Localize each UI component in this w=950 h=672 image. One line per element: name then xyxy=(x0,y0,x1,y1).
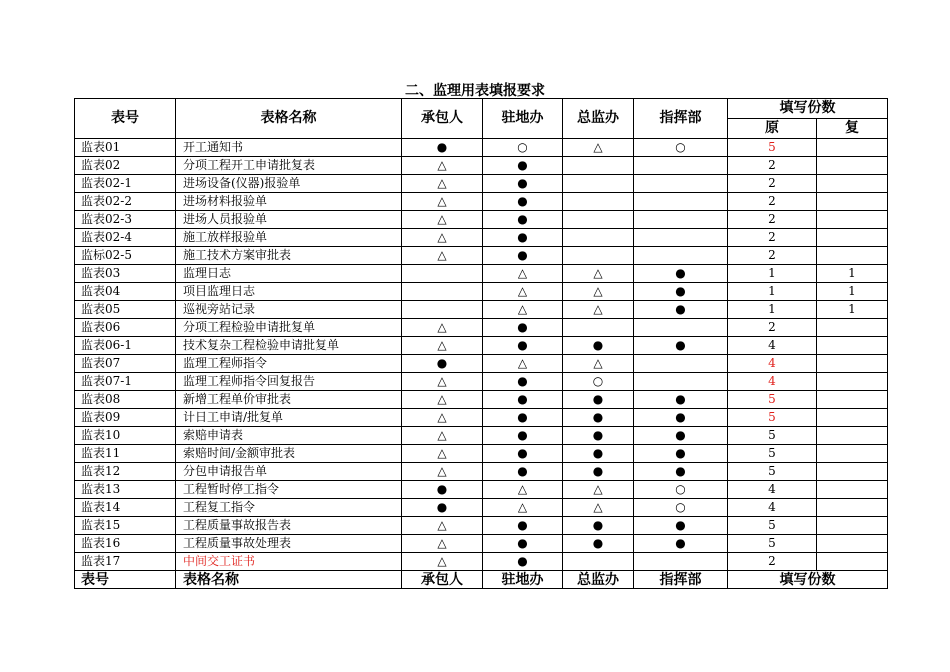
form-code: 监表02-3 xyxy=(75,211,176,229)
table-row xyxy=(75,265,888,283)
original-copies: 5 xyxy=(728,409,817,427)
original-copies: 4 xyxy=(728,373,817,391)
command-mark: ● xyxy=(634,283,728,301)
resident-office-mark: ● xyxy=(483,373,563,391)
form-code: 监表02-4 xyxy=(75,229,176,247)
table-row xyxy=(75,409,888,427)
command-mark xyxy=(634,157,728,175)
duplicate-copies xyxy=(817,139,888,157)
table-body xyxy=(75,139,888,571)
contractor-mark: △ xyxy=(402,175,483,193)
contractor-mark: △ xyxy=(402,409,483,427)
contractor-mark: △ xyxy=(402,229,483,247)
form-code: 监表10 xyxy=(75,427,176,445)
original-copies: 5 xyxy=(728,445,817,463)
form-name: 进场材料报验单 xyxy=(176,193,402,211)
table-row xyxy=(75,211,888,229)
original-copies: 2 xyxy=(728,553,817,571)
form-name: 分包申请报告单 xyxy=(176,463,402,481)
contractor-mark xyxy=(402,301,483,319)
duplicate-copies: 1 xyxy=(817,283,888,301)
header-chief-office: 总监办 xyxy=(563,99,634,139)
duplicate-copies xyxy=(817,409,888,427)
form-code: 监表12 xyxy=(75,463,176,481)
header-copies: 填写份数 xyxy=(728,99,888,119)
duplicate-copies xyxy=(817,175,888,193)
contractor-mark: △ xyxy=(402,319,483,337)
original-copies: 2 xyxy=(728,229,817,247)
contractor-mark: ● xyxy=(402,355,483,373)
original-copies: 2 xyxy=(728,211,817,229)
contractor-mark: △ xyxy=(402,391,483,409)
form-code: 监表06 xyxy=(75,319,176,337)
original-copies: 1 xyxy=(728,283,817,301)
command-mark: ● xyxy=(634,409,728,427)
form-code: 监表07 xyxy=(75,355,176,373)
command-mark: ● xyxy=(634,265,728,283)
command-mark: ○ xyxy=(634,499,728,517)
chief-office-mark: △ xyxy=(563,355,634,373)
chief-office-mark: △ xyxy=(563,481,634,499)
form-code: 监表17 xyxy=(75,553,176,571)
table-row xyxy=(75,319,888,337)
contractor-mark xyxy=(402,283,483,301)
footer-chief-office: 总监办 xyxy=(563,571,634,589)
resident-office-mark: △ xyxy=(483,355,563,373)
original-copies: 2 xyxy=(728,157,817,175)
resident-office-mark: △ xyxy=(483,265,563,283)
chief-office-mark: △ xyxy=(563,265,634,283)
contractor-mark: ● xyxy=(402,481,483,499)
command-mark: ○ xyxy=(634,139,728,157)
duplicate-copies xyxy=(817,355,888,373)
form-name: 工程复工指令 xyxy=(176,499,402,517)
table-row xyxy=(75,499,888,517)
duplicate-copies: 1 xyxy=(817,301,888,319)
table-row xyxy=(75,463,888,481)
table-row xyxy=(75,391,888,409)
resident-office-mark: △ xyxy=(483,499,563,517)
contractor-mark xyxy=(402,265,483,283)
original-copies: 2 xyxy=(728,193,817,211)
duplicate-copies xyxy=(817,211,888,229)
duplicate-copies xyxy=(817,319,888,337)
contractor-mark: △ xyxy=(402,157,483,175)
form-name: 施工放样报验单 xyxy=(176,229,402,247)
command-mark: ● xyxy=(634,337,728,355)
resident-office-mark: ● xyxy=(483,211,563,229)
chief-office-mark: ● xyxy=(563,427,634,445)
resident-office-mark: ● xyxy=(483,319,563,337)
chief-office-mark xyxy=(563,175,634,193)
table-row xyxy=(75,337,888,355)
form-code: 监表04 xyxy=(75,283,176,301)
form-name: 施工技术方案审批表 xyxy=(176,247,402,265)
contractor-mark: ● xyxy=(402,139,483,157)
duplicate-copies xyxy=(817,481,888,499)
table-row xyxy=(75,553,888,571)
table-row xyxy=(75,283,888,301)
form-code: 监表02-1 xyxy=(75,175,176,193)
form-name: 工程质量事故处理表 xyxy=(176,535,402,553)
form-code: 监表15 xyxy=(75,517,176,535)
form-name: 计日工申请/批复单 xyxy=(176,409,402,427)
chief-office-mark xyxy=(563,229,634,247)
chief-office-mark: ● xyxy=(563,463,634,481)
form-code: 监表01 xyxy=(75,139,176,157)
original-copies: 4 xyxy=(728,337,817,355)
table-row xyxy=(75,301,888,319)
form-code: 监表06-1 xyxy=(75,337,176,355)
chief-office-mark: ● xyxy=(563,445,634,463)
table-row xyxy=(75,139,888,157)
chief-office-mark: △ xyxy=(563,301,634,319)
duplicate-copies xyxy=(817,553,888,571)
original-copies: 5 xyxy=(728,139,817,157)
form-name: 监理日志 xyxy=(176,265,402,283)
command-mark xyxy=(634,175,728,193)
resident-office-mark: ● xyxy=(483,247,563,265)
duplicate-copies xyxy=(817,535,888,553)
form-name: 工程质量事故报告表 xyxy=(176,517,402,535)
original-copies: 5 xyxy=(728,517,817,535)
contractor-mark: △ xyxy=(402,463,483,481)
contractor-mark: ● xyxy=(402,499,483,517)
header-code: 表号 xyxy=(75,99,176,139)
form-name: 中间交工证书 xyxy=(176,553,402,571)
form-name: 项目监理日志 xyxy=(176,283,402,301)
command-mark: ● xyxy=(634,301,728,319)
chief-office-mark: ● xyxy=(563,517,634,535)
header-duplicate: 复 xyxy=(817,119,888,139)
command-mark xyxy=(634,553,728,571)
chief-office-mark: ● xyxy=(563,337,634,355)
resident-office-mark: ● xyxy=(483,337,563,355)
resident-office-mark: ● xyxy=(483,193,563,211)
form-name: 索赔时间/金额审批表 xyxy=(176,445,402,463)
footer-code: 表号 xyxy=(75,571,176,589)
footer-name: 表格名称 xyxy=(176,571,402,589)
table-row xyxy=(75,517,888,535)
table-row xyxy=(75,427,888,445)
duplicate-copies xyxy=(817,463,888,481)
command-mark: ● xyxy=(634,427,728,445)
duplicate-copies: 1 xyxy=(817,265,888,283)
resident-office-mark: ● xyxy=(483,229,563,247)
duplicate-copies xyxy=(817,193,888,211)
chief-office-mark: △ xyxy=(563,139,634,157)
form-name: 监理工程师指令 xyxy=(176,355,402,373)
command-mark xyxy=(634,247,728,265)
form-code: 监表03 xyxy=(75,265,176,283)
contractor-mark: △ xyxy=(402,535,483,553)
chief-office-mark xyxy=(563,193,634,211)
header-row xyxy=(75,99,888,119)
contractor-mark: △ xyxy=(402,373,483,391)
footer-command: 指挥部 xyxy=(634,571,728,589)
resident-office-mark: △ xyxy=(483,283,563,301)
table-row xyxy=(75,229,888,247)
contractor-mark: △ xyxy=(402,193,483,211)
form-code: 监表02 xyxy=(75,157,176,175)
form-code: 监表07-1 xyxy=(75,373,176,391)
resident-office-mark: ● xyxy=(483,391,563,409)
duplicate-copies xyxy=(817,337,888,355)
resident-office-mark: ● xyxy=(483,463,563,481)
original-copies: 5 xyxy=(728,427,817,445)
form-name: 索赔申请表 xyxy=(176,427,402,445)
chief-office-mark: ○ xyxy=(563,373,634,391)
original-copies: 4 xyxy=(728,481,817,499)
duplicate-copies xyxy=(817,391,888,409)
resident-office-mark: △ xyxy=(483,301,563,319)
contractor-mark: △ xyxy=(402,337,483,355)
table-row xyxy=(75,157,888,175)
form-code: 监表08 xyxy=(75,391,176,409)
header-original: 原 xyxy=(728,119,817,139)
command-mark xyxy=(634,355,728,373)
table-row xyxy=(75,193,888,211)
footer-resident-office: 驻地办 xyxy=(483,571,563,589)
command-mark xyxy=(634,211,728,229)
form-name: 分项工程开工申请批复表 xyxy=(176,157,402,175)
footer-row xyxy=(75,571,888,589)
duplicate-copies xyxy=(817,373,888,391)
form-code: 监表05 xyxy=(75,301,176,319)
contractor-mark: △ xyxy=(402,211,483,229)
contractor-mark: △ xyxy=(402,427,483,445)
resident-office-mark: ● xyxy=(483,517,563,535)
original-copies: 2 xyxy=(728,175,817,193)
contractor-mark: △ xyxy=(402,553,483,571)
chief-office-mark: △ xyxy=(563,499,634,517)
original-copies: 1 xyxy=(728,265,817,283)
form-code: 监表09 xyxy=(75,409,176,427)
command-mark: ○ xyxy=(634,481,728,499)
command-mark: ● xyxy=(634,463,728,481)
resident-office-mark: ● xyxy=(483,409,563,427)
resident-office-mark: △ xyxy=(483,481,563,499)
contractor-mark: △ xyxy=(402,247,483,265)
header-command: 指挥部 xyxy=(634,99,728,139)
form-name: 巡视旁站记录 xyxy=(176,301,402,319)
resident-office-mark: ● xyxy=(483,535,563,553)
form-code: 监表13 xyxy=(75,481,176,499)
duplicate-copies xyxy=(817,499,888,517)
command-mark: ● xyxy=(634,445,728,463)
resident-office-mark: ● xyxy=(483,553,563,571)
chief-office-mark: ● xyxy=(563,409,634,427)
original-copies: 4 xyxy=(728,355,817,373)
command-mark xyxy=(634,319,728,337)
table-row xyxy=(75,355,888,373)
resident-office-mark: ● xyxy=(483,427,563,445)
chief-office-mark xyxy=(563,211,634,229)
command-mark xyxy=(634,229,728,247)
table-row xyxy=(75,445,888,463)
chief-office-mark xyxy=(563,157,634,175)
table-row xyxy=(75,535,888,553)
duplicate-copies xyxy=(817,445,888,463)
original-copies: 2 xyxy=(728,319,817,337)
original-copies: 4 xyxy=(728,499,817,517)
chief-office-mark: ● xyxy=(563,391,634,409)
resident-office-mark: ○ xyxy=(483,139,563,157)
original-copies: 5 xyxy=(728,535,817,553)
command-mark: ● xyxy=(634,391,728,409)
duplicate-copies xyxy=(817,229,888,247)
form-name: 进场设备(仪器)报验单 xyxy=(176,175,402,193)
command-mark: ● xyxy=(634,517,728,535)
duplicate-copies xyxy=(817,427,888,445)
resident-office-mark: ● xyxy=(483,445,563,463)
form-name: 分项工程检验申请批复单 xyxy=(176,319,402,337)
command-mark xyxy=(634,373,728,391)
chief-office-mark: △ xyxy=(563,283,634,301)
header-resident-office: 驻地办 xyxy=(483,99,563,139)
form-code: 监标02-5 xyxy=(75,247,176,265)
form-code: 监表11 xyxy=(75,445,176,463)
form-name: 技术复杂工程检验申请批复单 xyxy=(176,337,402,355)
form-requirements-table xyxy=(74,98,888,589)
form-code: 监表14 xyxy=(75,499,176,517)
chief-office-mark xyxy=(563,553,634,571)
original-copies: 2 xyxy=(728,247,817,265)
form-name: 新增工程单价审批表 xyxy=(176,391,402,409)
command-mark: ● xyxy=(634,535,728,553)
chief-office-mark: ● xyxy=(563,535,634,553)
resident-office-mark: ● xyxy=(483,157,563,175)
form-name: 进场人员报验单 xyxy=(176,211,402,229)
original-copies: 5 xyxy=(728,463,817,481)
original-copies: 5 xyxy=(728,391,817,409)
original-copies: 1 xyxy=(728,301,817,319)
form-name: 监理工程师指令回复报告 xyxy=(176,373,402,391)
chief-office-mark xyxy=(563,247,634,265)
command-mark xyxy=(634,193,728,211)
table-row xyxy=(75,373,888,391)
footer-contractor: 承包人 xyxy=(402,571,483,589)
page-title: 二、监理用表填报要求 xyxy=(405,83,545,99)
table-row xyxy=(75,175,888,193)
footer-copies: 填写份数 xyxy=(728,571,888,589)
header-name: 表格名称 xyxy=(176,99,402,139)
table-row xyxy=(75,247,888,265)
table-row xyxy=(75,481,888,499)
resident-office-mark: ● xyxy=(483,175,563,193)
form-name: 开工通知书 xyxy=(176,139,402,157)
form-code: 监表02-2 xyxy=(75,193,176,211)
form-code: 监表16 xyxy=(75,535,176,553)
chief-office-mark xyxy=(563,319,634,337)
duplicate-copies xyxy=(817,247,888,265)
duplicate-copies xyxy=(817,157,888,175)
contractor-mark: △ xyxy=(402,445,483,463)
duplicate-copies xyxy=(817,517,888,535)
form-name: 工程暂时停工指令 xyxy=(176,481,402,499)
contractor-mark: △ xyxy=(402,517,483,535)
header-contractor: 承包人 xyxy=(402,99,483,139)
